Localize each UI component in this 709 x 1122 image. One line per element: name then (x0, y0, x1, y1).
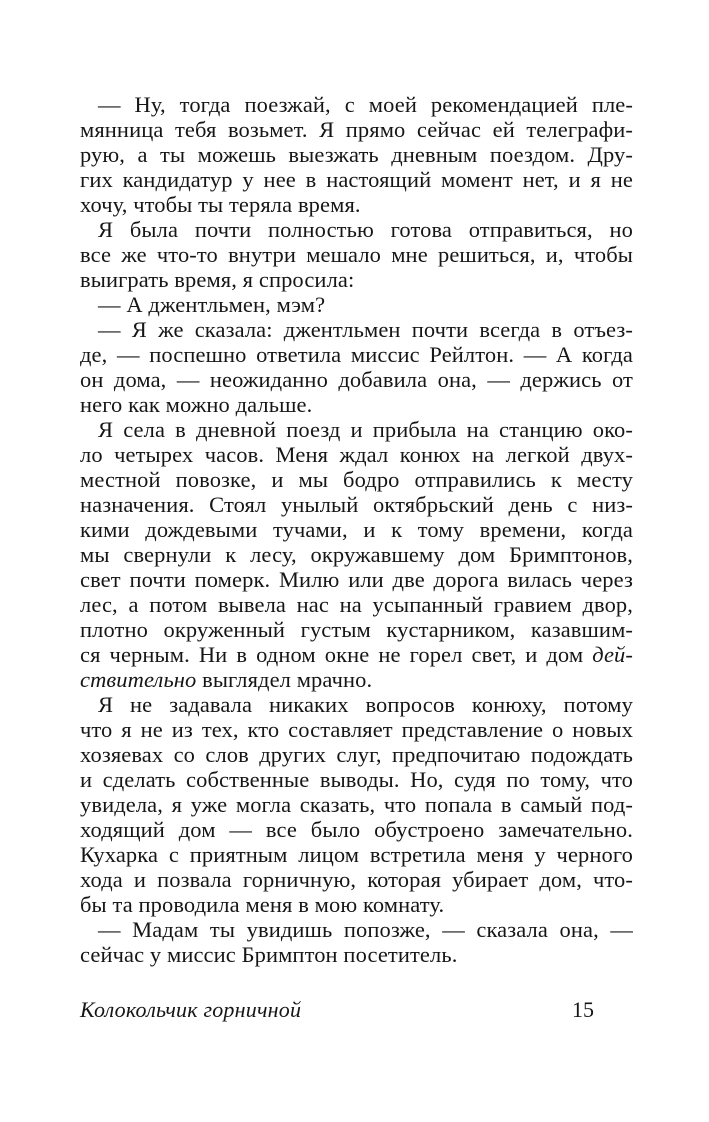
paragraph (80, 417, 633, 692)
text-line: хочу, чтобы ты теряла время. (80, 192, 361, 217)
text-line: местной повозке, и мы бодро отправились к месту (80, 467, 633, 492)
italic-text: дей- (592, 642, 633, 667)
text-line: гих кандидатур у нее в настоящий момент нет, и я не (80, 167, 633, 192)
text-line: плотно окруженный густым кустарником, казавшим- (80, 617, 633, 642)
paragraph (80, 217, 633, 292)
text-line: де, — поспешно ответила миссис Рейлтон. — А когда (80, 342, 633, 367)
text-line: выиграть время, я спросила: (80, 267, 355, 292)
text-line: он дома, — неожиданно добавила она, — держись от (80, 367, 633, 392)
text-line: все же что-то внутри мешало мне решиться, и, чтобы (80, 242, 633, 267)
text-line: Я не задавала никаких вопросов конюху, потому (98, 692, 633, 717)
text-line: бы та проводила меня в мою комнату. (80, 892, 445, 917)
text-line: лес, а потом вывела нас на усыпанный гравием двор, (80, 592, 633, 617)
text-line: что я не из тех, кто составляет представление о новых (80, 717, 633, 742)
text-line: — А джентльмен, мэм? (98, 292, 326, 317)
text-line: Кухарка с приятным лицом встретила меня у черного (80, 842, 633, 867)
paragraph (80, 92, 633, 217)
text-line: ходящий дом — все было обустроено замечательно. (80, 817, 633, 842)
page-text (80, 92, 633, 967)
text-line: Я села в дневной поезд и прибыла на станцию око- (98, 417, 633, 442)
text-line (80, 642, 633, 667)
text-line: — Мадам ты увидишь попозже, — сказала она, — (98, 917, 633, 942)
page-number: 15 (572, 997, 594, 1022)
text-line: — Я же сказала: джентльмен почти всегда в отъез- (98, 317, 633, 342)
text-line: него как можно дальше. (80, 392, 313, 417)
text-line: увидела, я уже могла сказать, что попала в самый под- (80, 792, 633, 817)
running-title: Колокольчик горничной (80, 997, 302, 1022)
italic-text: ствительно (80, 667, 197, 692)
text-line: мы свернули к лесу, окружавшему дом Бримптонов, (80, 542, 633, 567)
text-line: сейчас у миссис Бримптон посетитель. (80, 942, 458, 967)
text-line: и сделать собственные выводы. Но, судя по тому, что (80, 767, 633, 792)
text-line: — Ну, тогда поезжай, с моей рекомендацией пле- (98, 92, 633, 117)
plain-text: ся черным. Ни в одном окне не горел свет, и дом (80, 642, 593, 667)
paragraph (80, 292, 633, 317)
text-line: свет почти померк. Милю или две дорога вилась через (80, 567, 633, 592)
text-line (80, 667, 633, 692)
text-line: хозяевах со слов других слуг, предпочитаю подождать (80, 742, 633, 767)
text-line: кими дождевыми тучами, и к тому времени, когда (80, 517, 633, 542)
text-line: назначения. Стоял унылый октябрьский день с низ- (80, 492, 633, 517)
paragraph (80, 917, 633, 967)
text-line: Я была почти полностью готова отправиться, но (98, 217, 633, 242)
text-line: рую, а ты можешь выезжать дневным поездом. Дру- (80, 142, 633, 167)
paragraph (80, 692, 633, 917)
text-line: ло четырех часов. Меня ждал конюх на легкой двух- (80, 442, 633, 467)
text-line: хода и позвала горничную, которая убирает дом, что- (80, 867, 633, 892)
plain-text: выглядел мрачно. (196, 667, 373, 692)
page-footer (80, 997, 633, 1023)
text-line: мянница тебя возьмет. Я прямо сейчас ей телеграфи- (80, 117, 633, 142)
paragraph (80, 317, 633, 417)
